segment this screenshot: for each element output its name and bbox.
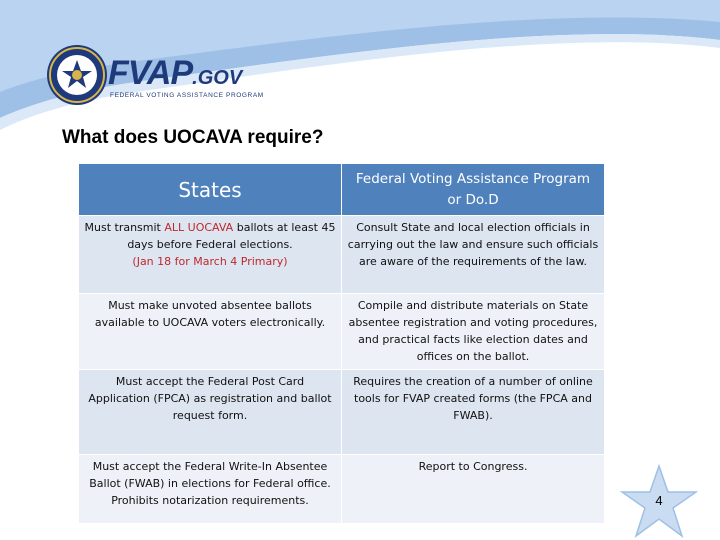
table-row [79, 216, 605, 294]
states-cell: Must accept the Federal Write-In Absentee Ballot (FWAB) in elections for Federal office. Prohibits notarization requirements. [79, 455, 342, 524]
table-header-row [79, 164, 605, 216]
fvap-cell: Requires the creation of a number of online tools for FVAP created forms (the FPCA and FWAB). [342, 370, 605, 455]
dod-seal-icon [46, 44, 108, 106]
states-note: (Jan 18 for March 4 Primary) [132, 255, 288, 268]
slide-title: What does UOCAVA require? [62, 127, 324, 148]
states-text: Must transmit [84, 221, 165, 234]
fvap-cell: Consult State and local election officials in carrying out the law and ensure such officials are aware of the requirements of the law. [342, 216, 605, 294]
fvap-logo-text: FVAP.GOV [108, 54, 243, 92]
requirements-table [78, 163, 605, 524]
states-cell: Must accept the Federal Post Card Application (FPCA) as registration and ballot request form. [79, 370, 342, 455]
header-fvap: Federal Voting Assistance Program or Do.D [342, 164, 605, 216]
table-row [79, 370, 605, 455]
fvap-cell: Compile and distribute materials on State absentee registration and voting procedures, and practical facts like election dates and offices on the ballot. [342, 294, 605, 370]
table-row [79, 294, 605, 370]
states-cell [79, 216, 342, 294]
table-row [79, 455, 605, 524]
states-text-cont: ballots at least 45 days before Federal elections. [127, 221, 336, 251]
fvap-cell: Report to Congress. [342, 455, 605, 524]
fvap-logo-subtitle: FEDERAL VOTING ASSISTANCE PROGRAM [110, 92, 264, 99]
states-cell: Must make unvoted absentee ballots available to UOCAVA voters electronically. [79, 294, 342, 370]
fvap-logo [108, 54, 264, 104]
page-number: 4 [655, 493, 663, 508]
states-highlight: ALL UOCAVA [164, 221, 234, 234]
header-states: States [79, 164, 342, 216]
